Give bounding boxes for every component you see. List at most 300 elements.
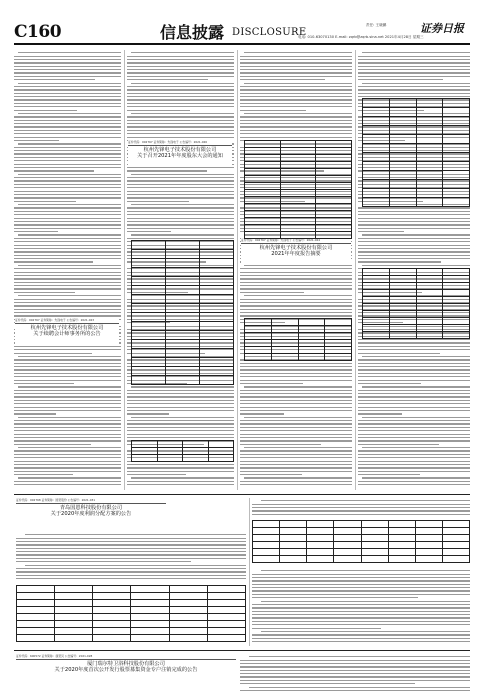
text-line — [14, 191, 121, 192]
table-row — [253, 542, 470, 549]
text-line — [358, 255, 470, 256]
table-row — [245, 319, 352, 326]
table-cell — [443, 189, 470, 198]
text-line — [252, 617, 470, 618]
text-line — [358, 218, 470, 219]
table-cell — [245, 340, 272, 347]
table-cell — [316, 141, 352, 148]
table-cell — [17, 586, 55, 593]
table-cell — [316, 218, 352, 225]
table-row — [132, 455, 234, 462]
text-line — [127, 211, 234, 212]
text-line — [244, 477, 352, 478]
table-cell — [316, 232, 352, 239]
table-cell — [207, 593, 245, 600]
text-line — [358, 373, 470, 374]
notice-codes: 证券代码：002767 证券简称：先锋电子 公告编号：2021-024 — [241, 238, 321, 242]
table-cell — [443, 99, 470, 108]
table-cell — [200, 349, 234, 358]
table-cell — [316, 162, 352, 169]
table-cell — [316, 176, 352, 183]
text-line — [14, 126, 121, 127]
text-line — [240, 86, 352, 87]
text-line — [358, 342, 470, 343]
text-line — [16, 538, 246, 539]
table-cell — [280, 542, 307, 549]
table-cell — [363, 99, 390, 108]
text-line — [127, 184, 234, 185]
text-line — [16, 548, 246, 549]
text-line — [358, 248, 470, 249]
table-row — [17, 586, 246, 593]
table-row — [132, 277, 234, 286]
table-row — [245, 204, 352, 211]
text-line — [14, 130, 121, 131]
table-cell — [55, 635, 93, 642]
table-cell — [280, 528, 307, 535]
text-line — [240, 666, 470, 667]
text-line — [358, 396, 470, 397]
text-line — [240, 413, 284, 414]
notice-fund-account — [16, 654, 236, 684]
table-cell — [271, 319, 298, 326]
text-line — [249, 687, 470, 688]
table-cell — [361, 542, 388, 549]
text-line — [358, 353, 440, 354]
text-line — [14, 285, 121, 286]
table-cell — [415, 542, 442, 549]
table-cell — [271, 347, 298, 354]
text-line — [240, 116, 352, 117]
table-row — [132, 286, 234, 295]
table-cell — [416, 297, 443, 304]
text-line — [127, 197, 234, 198]
text-line — [127, 103, 234, 104]
text-line — [240, 390, 352, 391]
text-line — [14, 390, 121, 391]
table-cell — [166, 250, 200, 259]
table-row — [363, 153, 470, 162]
table-cell — [443, 144, 470, 153]
text-line — [358, 444, 439, 445]
table-cell — [280, 535, 307, 542]
table-cell — [166, 313, 200, 322]
text-line — [261, 631, 470, 632]
text-line — [14, 251, 121, 252]
text-line — [131, 386, 234, 387]
table-row — [245, 232, 352, 239]
text-line — [14, 120, 121, 121]
table-cell — [245, 197, 281, 204]
text-line — [14, 218, 121, 219]
table-row — [253, 556, 470, 563]
text-line — [127, 110, 190, 111]
table-cell — [389, 304, 416, 311]
text-line — [240, 464, 352, 465]
table-row — [245, 354, 352, 361]
text-line — [240, 292, 304, 293]
text-line — [240, 673, 470, 674]
table-cell — [316, 155, 352, 162]
text-line — [240, 403, 352, 404]
text-line — [127, 79, 208, 80]
text-line — [14, 474, 73, 475]
table-cell — [169, 607, 207, 614]
table-cell — [443, 318, 470, 325]
text-line — [240, 299, 352, 300]
table-cell — [443, 283, 470, 290]
text-line — [358, 393, 470, 394]
text-line — [14, 309, 121, 310]
table-cell — [316, 225, 352, 232]
table-cell — [132, 250, 166, 259]
text-line — [14, 305, 121, 306]
table-cell — [363, 126, 390, 135]
text-line — [252, 621, 470, 622]
table-cell — [253, 535, 280, 542]
text-line — [240, 430, 352, 431]
table-cell — [131, 600, 169, 607]
text-line — [358, 221, 470, 222]
text-line — [18, 477, 121, 478]
table-cell — [166, 241, 200, 250]
text-line — [240, 76, 352, 77]
text-line — [14, 272, 121, 273]
table-cell — [363, 325, 390, 332]
text-line — [358, 474, 420, 475]
newspaper-logo: 证券日报 — [420, 22, 464, 35]
text-line — [14, 201, 76, 202]
table-cell — [363, 162, 390, 171]
text-line — [14, 434, 121, 435]
text-line — [14, 123, 121, 124]
text-line — [14, 221, 121, 222]
table-cell — [416, 180, 443, 189]
table-cell — [416, 144, 443, 153]
text-line — [14, 170, 94, 171]
table-cell — [389, 117, 416, 126]
text-line — [358, 66, 470, 67]
text-line — [240, 400, 352, 401]
text-line — [127, 437, 234, 438]
text-block-lower-left — [16, 532, 246, 582]
text-line — [16, 568, 246, 569]
text-line — [240, 99, 352, 100]
text-line — [240, 62, 352, 63]
notice-auditor — [15, 318, 119, 344]
text-line — [358, 481, 470, 482]
text-line — [240, 309, 352, 310]
table-cell — [298, 340, 325, 347]
table-cell — [363, 153, 390, 162]
table-cell — [17, 593, 55, 600]
table-cell — [416, 311, 443, 318]
text-line — [14, 248, 121, 249]
text-line — [240, 305, 352, 306]
text-line — [127, 62, 234, 63]
table-cell — [131, 614, 169, 621]
table-cell — [271, 326, 298, 333]
table-cell — [271, 340, 298, 347]
text-block-bottom — [240, 654, 470, 694]
text-line — [244, 113, 352, 114]
notice-company: 厦门瑞尔特卫浴科技股份有限公司 — [87, 660, 165, 667]
text-line — [240, 434, 352, 435]
table-row — [363, 180, 470, 189]
text-line — [127, 123, 234, 124]
table-row — [17, 621, 246, 628]
column-separator — [249, 498, 250, 646]
text-line — [252, 584, 470, 585]
table-cell — [253, 528, 280, 535]
table-cell — [166, 268, 200, 277]
text-line — [358, 464, 470, 465]
text-line — [244, 265, 352, 266]
text-line — [240, 272, 352, 273]
table-cell — [183, 455, 209, 462]
table-cell — [443, 171, 470, 180]
table-cell — [207, 628, 245, 635]
text-line — [358, 214, 470, 215]
table-cell — [200, 340, 234, 349]
notice-rule — [16, 659, 236, 660]
table-cell — [55, 614, 93, 621]
text-line — [240, 690, 470, 691]
table-cell — [280, 197, 316, 204]
table-cell — [307, 535, 334, 542]
table-cell — [389, 198, 416, 207]
text-line — [358, 450, 470, 451]
text-line — [252, 634, 470, 635]
table-cell — [388, 535, 415, 542]
table-cell — [280, 556, 307, 563]
text-line — [14, 359, 121, 360]
text-line — [18, 204, 121, 205]
text-line — [252, 580, 470, 581]
table-cell — [17, 635, 55, 642]
text-line — [14, 420, 121, 421]
text-line — [358, 454, 470, 455]
text-line — [240, 420, 352, 421]
text-line — [14, 93, 121, 94]
text-line — [131, 204, 234, 205]
text-line — [127, 221, 234, 222]
text-line — [127, 410, 234, 411]
table-row — [132, 441, 234, 448]
text-line — [14, 137, 121, 138]
table-cell — [166, 331, 200, 340]
table-cell — [132, 349, 166, 358]
table-row — [17, 628, 246, 635]
notice-title: 关于2020年度利润分配方案的公告 — [50, 511, 132, 517]
table-row — [245, 190, 352, 197]
text-column-3 — [240, 50, 352, 490]
table-cell — [389, 297, 416, 304]
table-cell — [389, 171, 416, 180]
text-line — [252, 607, 470, 608]
table-cell — [363, 297, 390, 304]
table-cell — [245, 148, 281, 155]
table-cell — [389, 311, 416, 318]
table-cell — [280, 162, 316, 169]
table-row — [363, 198, 470, 207]
table-cell — [389, 269, 416, 276]
table-cell — [131, 635, 169, 642]
table-cell — [17, 600, 55, 607]
text-line — [18, 386, 121, 387]
table-cell — [280, 155, 316, 162]
notice-rule — [16, 503, 166, 504]
table-cell — [280, 232, 316, 239]
table-row — [253, 549, 470, 556]
text-line — [358, 427, 470, 428]
notice-annual-report — [241, 238, 351, 264]
text-line — [14, 288, 121, 289]
text-line — [131, 174, 234, 175]
text-line — [358, 207, 470, 208]
table-row — [17, 614, 246, 621]
text-line — [240, 103, 352, 104]
table-row — [245, 141, 352, 148]
text-line — [252, 504, 470, 505]
text-line — [127, 471, 234, 472]
table-cell — [132, 441, 158, 448]
table-cell — [388, 528, 415, 535]
table-cell — [132, 340, 166, 349]
text-line — [252, 507, 470, 508]
text-line — [14, 383, 74, 384]
text-line — [358, 346, 470, 347]
text-line — [358, 410, 470, 411]
text-line — [358, 56, 470, 57]
table-cell — [363, 318, 390, 325]
text-line — [127, 99, 234, 100]
text-line — [14, 457, 121, 458]
table-cell — [416, 332, 443, 339]
text-line — [240, 376, 352, 377]
text-line — [14, 59, 121, 60]
table-cell — [389, 332, 416, 339]
table-cell — [200, 277, 234, 286]
text-line — [358, 251, 470, 252]
table-cell — [93, 635, 131, 642]
text-line — [240, 454, 352, 455]
proposal-table — [131, 240, 234, 385]
table-cell — [93, 614, 131, 621]
table-cell — [208, 441, 234, 448]
table-cell — [280, 176, 316, 183]
text-line — [127, 76, 234, 77]
table-cell — [416, 162, 443, 171]
table-cell — [316, 190, 352, 197]
table-row — [132, 304, 234, 313]
text-line — [127, 407, 234, 408]
table-cell — [363, 189, 390, 198]
text-line — [127, 201, 189, 202]
table-cell — [55, 621, 93, 628]
text-line — [14, 238, 121, 239]
text-line — [14, 440, 121, 441]
text-line — [131, 113, 234, 114]
text-line — [358, 72, 470, 73]
text-line — [240, 282, 352, 283]
text-line — [358, 376, 470, 377]
text-line — [127, 224, 234, 225]
text-line — [240, 275, 352, 276]
table-row — [245, 197, 352, 204]
table-cell — [361, 549, 388, 556]
table-cell — [363, 180, 390, 189]
text-line — [358, 89, 470, 90]
table-cell — [169, 600, 207, 607]
text-line — [240, 437, 352, 438]
text-line — [14, 177, 121, 178]
text-line — [240, 120, 352, 121]
table-cell — [443, 180, 470, 189]
table-cell — [200, 241, 234, 250]
table-row — [132, 241, 234, 250]
table-row — [363, 162, 470, 171]
text-line — [240, 93, 352, 94]
text-line — [14, 376, 121, 377]
table-cell — [298, 347, 325, 354]
text-line — [252, 604, 470, 605]
table-cell — [363, 269, 390, 276]
text-line — [358, 383, 421, 384]
table-cell — [298, 319, 325, 326]
table-cell — [389, 108, 416, 117]
text-line — [14, 110, 77, 111]
text-line — [127, 467, 234, 468]
table-row — [363, 325, 470, 332]
text-line — [358, 238, 470, 239]
text-line — [18, 234, 121, 235]
table-cell — [245, 176, 281, 183]
text-line — [14, 481, 121, 482]
table-cell — [157, 455, 183, 462]
text-line — [14, 224, 121, 225]
section-divider — [14, 494, 470, 495]
table-cell — [416, 290, 443, 297]
notice-company: 青岛国恩科技股份有限公司 — [59, 504, 123, 511]
text-line — [18, 113, 121, 114]
table-row — [253, 535, 470, 542]
table-cell — [316, 197, 352, 204]
text-line — [127, 400, 234, 401]
text-line — [14, 164, 121, 165]
text-line — [127, 56, 234, 57]
table-cell — [443, 325, 470, 332]
table-row — [132, 358, 234, 367]
text-line — [240, 440, 352, 441]
text-line — [131, 477, 234, 478]
text-line — [240, 474, 302, 475]
text-line — [14, 400, 121, 401]
text-line — [14, 366, 121, 367]
table-row — [363, 276, 470, 283]
table-cell — [442, 542, 469, 549]
text-line — [358, 62, 470, 63]
text-line — [358, 461, 470, 462]
contact-info: 电话: 010-63070130 E-mail: zqrb@zqrb.sina.net 2021年4月28日 星期三 — [298, 35, 424, 39]
text-line — [18, 52, 121, 53]
text-line — [127, 86, 234, 87]
text-line — [14, 373, 121, 374]
text-line — [127, 481, 234, 482]
table-cell — [416, 318, 443, 325]
text-line — [244, 386, 352, 387]
table-row — [245, 162, 352, 169]
